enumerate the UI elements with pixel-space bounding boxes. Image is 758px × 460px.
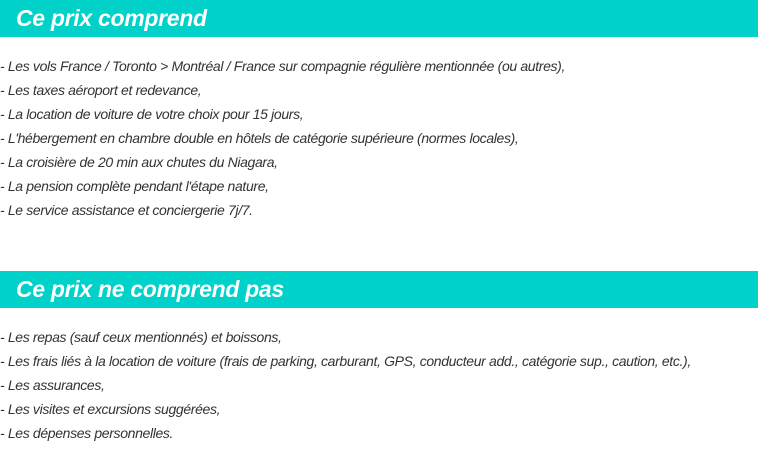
excluded-item: - Les repas (sauf ceux mentionnés) et boissons,: [0, 329, 282, 345]
excluded-item: - Les frais liés à la location de voiture (frais de parking, carburant, GPS, conducteur add., catégorie sup., caution, etc.),: [0, 353, 691, 369]
included-item: - La location de voiture de votre choix pour 15 jours,: [0, 106, 304, 122]
included-item: - La croisière de 20 min aux chutes du Niagara,: [0, 154, 278, 170]
excluded-item: - Les visites et excursions suggérées,: [0, 401, 221, 417]
included-item: - La pension complète pendant l'étape nature,: [0, 178, 269, 194]
included-item: - L'hébergement en chambre double en hôtels de catégorie supérieure (normes locales),: [0, 130, 519, 146]
excluded-item: - Les dépenses personnelles.: [0, 425, 174, 441]
excluded-item: - Les assurances,: [0, 377, 105, 393]
included-item: - Les vols France / Toronto > Montréal / France sur compagnie régulière mentionnée (ou autres),: [0, 58, 566, 74]
excluded-section-header: [0, 271, 758, 308]
excluded-section-title: Ce prix ne comprend pas: [16, 276, 284, 302]
included-items-list: [0, 54, 565, 222]
included-item: - Les taxes aéroport et redevance,: [0, 82, 202, 98]
included-section-header: [0, 0, 758, 37]
included-section-title: Ce prix comprend: [16, 5, 207, 31]
excluded-items-list: [0, 325, 691, 445]
included-item: - Le service assistance et conciergerie 7j/7.: [0, 202, 253, 218]
